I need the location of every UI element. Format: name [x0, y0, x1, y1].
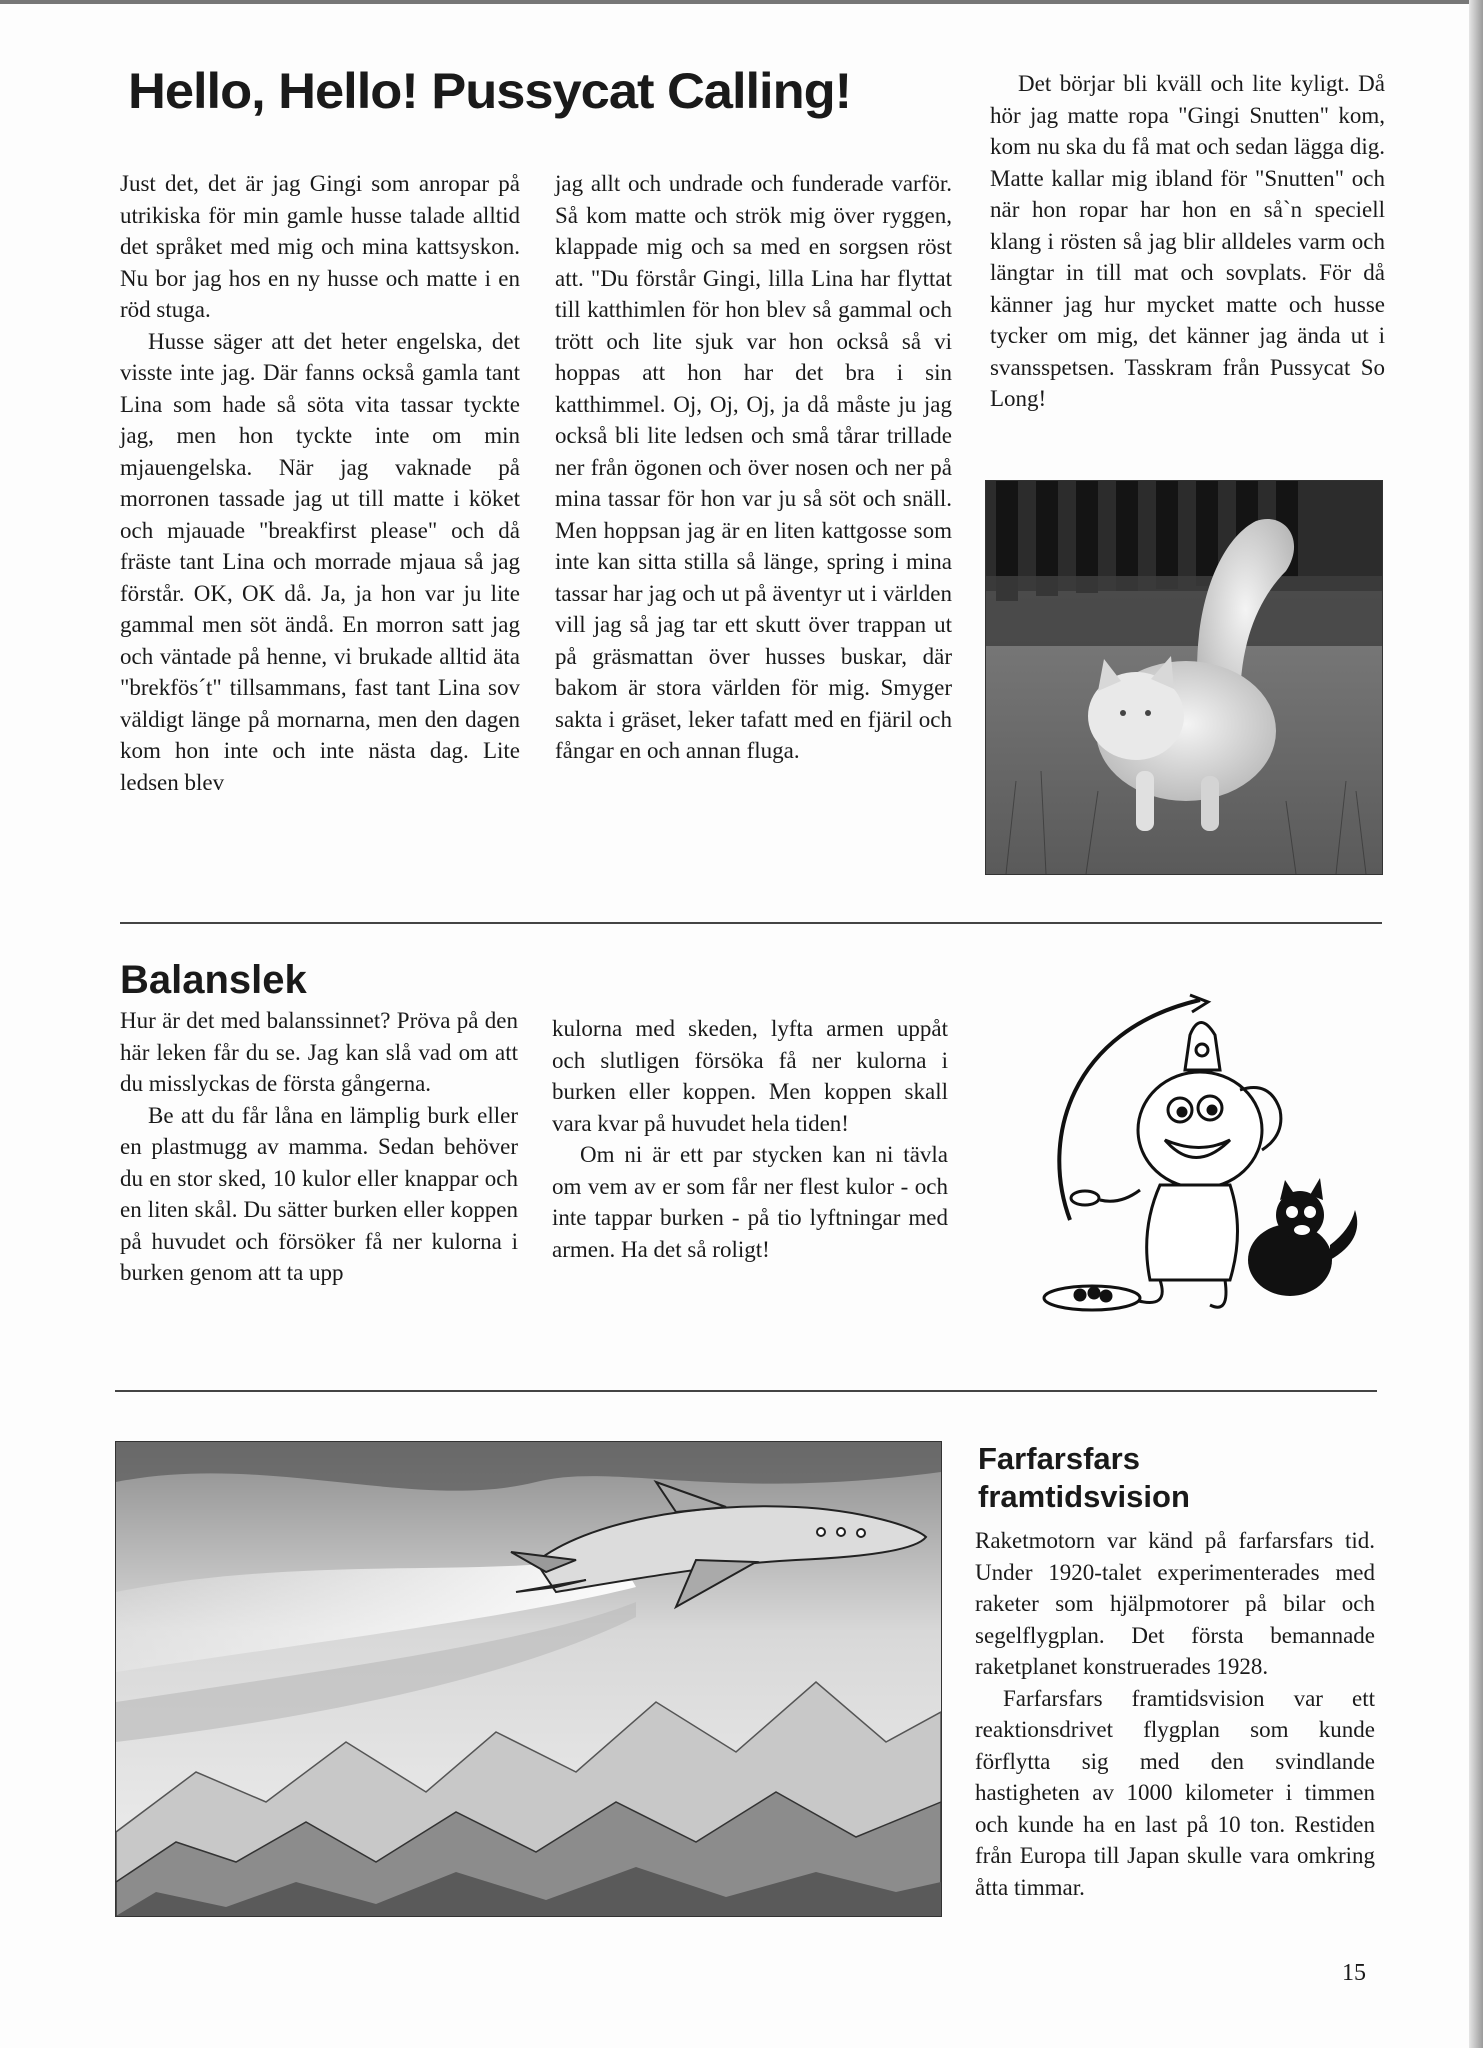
- balanslek-paragraph: Hur är det med balanssinnet? Pröva på den här leken får du se. Jag kan slå vad om att du misslyckas de första gångerna.: [120, 1008, 518, 1096]
- pussycat-column-3: [990, 68, 1385, 415]
- balanslek-paragraph: Om ni är ett par stycken kan ni tävla om vem av er som får ner flest kulor - och inte tappar burken - på tio lyftningar med armen. Ha det så roligt!: [552, 1142, 948, 1262]
- rocket-over-mountains-image: [116, 1442, 941, 1916]
- article-title-pussycat: Hello, Hello! Pussycat Calling!: [128, 63, 852, 119]
- rocket-illustration: [115, 1441, 942, 1917]
- balanslek-paragraph: kulorna med skeden, lyfta armen uppåt och slutligen försöka få ner kulorna i burken eller koppen. Men koppen skall vara kvar på huvudet hela tiden!: [552, 1016, 948, 1136]
- balancing-boy-cartoon: [1030, 990, 1370, 1320]
- pussycat-paragraph: jag allt och undrade och funderade varför. Så kom matte och strök mig över ryggen, klappade mig och sa med en sorgsen röst att. "Du förstår Gingi, lilla Lina har flyttat till katthimlen för hon blev så gammal och trött och lite sjuk var hon också så vi hoppas att hon har det bra i sin katthimmel. Oj, Oj, Oj, ja då måste ju jag också bli lite ledsen och små tårar trillade ner från ögonen och över nosen och ner på mina tassar för hon var ju så söt och snäll. Men hoppsan jag är en liten kattgosse som inte kan sitta stilla så länge, spring i mina tassar har jag och ut på äventyr ut i världen vill jag så jag tar ett skutt över trappan ut på gräsmattan över husses buskar, där bakom är stora världen för mig. Smyger sakta i gräset, leker tafatt med en fjäril och fångar en och annan fluga.: [555, 171, 952, 763]
- article-title-farfarsfars: [978, 1440, 1190, 1516]
- article-title-balanslek: Balanslek: [120, 958, 307, 1002]
- page-binding-edge: [1469, 0, 1483, 2048]
- section-divider: [120, 922, 1382, 924]
- cat-in-grass-image: [986, 481, 1382, 874]
- cat-photo: [985, 480, 1383, 875]
- title-line: Farfarsfars: [978, 1441, 1140, 1476]
- pussycat-column-2: [555, 168, 952, 767]
- balanslek-paragraph: Be att du får låna en lämplig burk eller en plastmugg av mamma. Sedan behöver du en stor sked, 10 kulor eller knappar och en liten skål. Du sätter burken eller koppen på huvudet och försöker få ner kulorna i burken genom att ta upp: [120, 1102, 518, 1285]
- pussycat-paragraph: Husse säger att det heter engelska, det visste inte jag. Där fanns också gamla tant Lina som hade så söta vita tassar tyckte jag, men hon tyckte inte om min mjauengelska. När jag vaknade på morronen tassade jag ut till matte i köket och mjauade "breakfirst please" och då fräste tant Lina och morrade mjaua så jag förstår. OK, OK då. Ja, ja hon var ju lite gammal men söt ändå. En morron satt jag och väntade på henne, vi brukade alltid äta "brekfös´t" tillsammans, fast tant Lina sov väldigt länge på mornarna, men den dagen kom hon inte och inte nästa dag. Lite ledsen blev: [120, 328, 520, 795]
- page-number: 15: [1342, 1960, 1366, 1986]
- farfarsfars-column: [975, 1525, 1375, 1903]
- title-line: framtidsvision: [978, 1479, 1190, 1514]
- section-divider: [115, 1390, 1377, 1392]
- balanslek-column-2: [552, 1013, 948, 1265]
- page-top-edge: [0, 0, 1483, 4]
- pussycat-column-1: [120, 168, 520, 798]
- farfarsfars-paragraph: Farfarsfars framtidsvision var ett reaktionsdrivet flygplan som kunde förflytta sig med den svindlande hastigheten av 1000 kilometer i timmen och kunde ha en last på 10 ton. Restiden från Europa till Japan skulle vara omkring åtta timmar.: [975, 1685, 1375, 1900]
- pussycat-paragraph: Just det, det är jag Gingi som anropar på utrikiska för min gamle husse talade alltid det språket med mig och mina kattsyskon. Nu bor jag hos en ny husse och matte i en röd stuga.: [120, 171, 520, 322]
- farfarsfars-paragraph: Raketmotorn var känd på farfarsfars tid. Under 1920-talet experimenterades med raketer som hjälpmotorer på bilar och segelflygplan. Det första bemannade raketplanet konstruerades 1928.: [975, 1528, 1375, 1679]
- pussycat-paragraph: Det börjar bli kväll och lite kyligt. Då hör jag matte ropa "Gingi Snutten" kom, kom nu ska du få mat och sedan lägga dig. Matte kallar mig ibland för "Snutten" och när hon ropar har hon en så`n speciell klang i rösten så jag blir alldeles varm och längtar in till mat och sovplats. För då känner jag hur mycket matte och husse tycker om mig, det känner jag ända ut i svansspetsen. Tasskram från Pussycat So Long!: [990, 71, 1385, 411]
- balanslek-column-1: [120, 1005, 518, 1289]
